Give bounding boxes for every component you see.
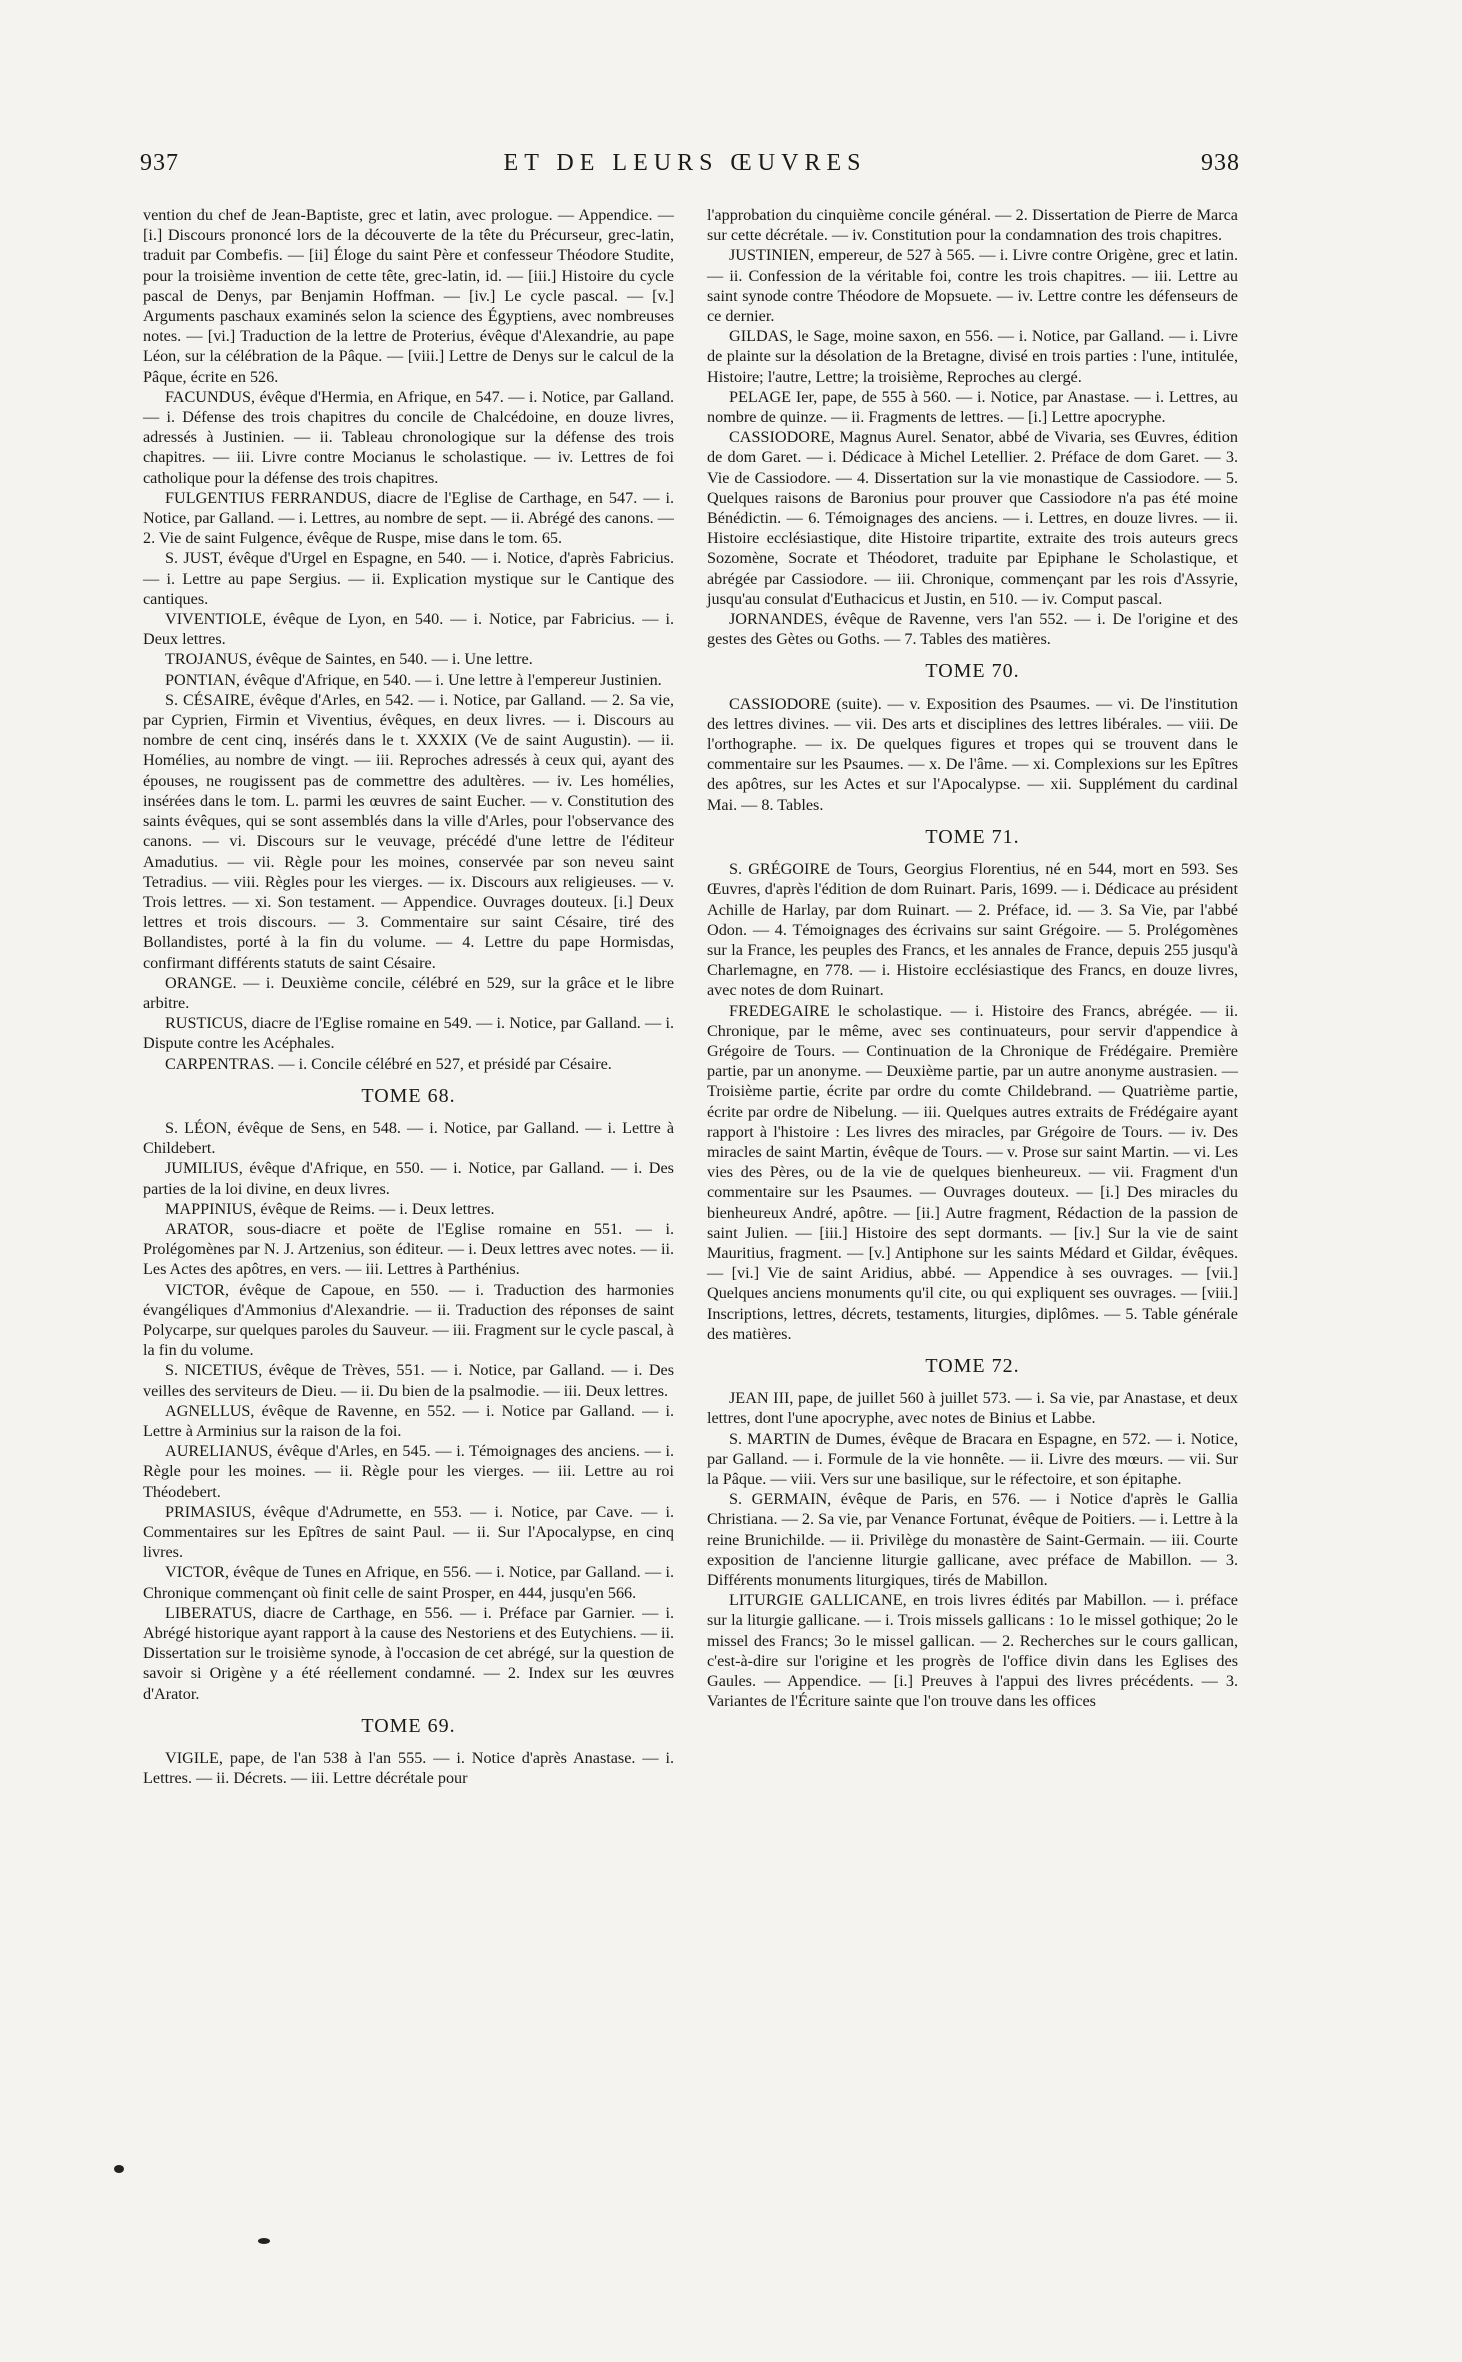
entry-paragraph: ORANGE. — i. Deuxième concile, célébré en 529, sur la grâce et le libre arbitre. (143, 973, 674, 1012)
entry-paragraph: FACUNDUS, évêque d'Hermia, en Afrique, en 547. — i. Notice, par Galland. — i. Défense des trois chapitres du concile de Chalcédoine, en douze livres, adressés à Justinien. — ii. Tableau chronologique sur la défense des trois chapitres. — iii. Livre contre Mocianus le scholastique. — iv. Lettres de foi catholique pour la défense des trois chapitres. (143, 387, 674, 487)
entry-paragraph: CASSIODORE, Magnus Aurel. Senator, abbé de Vivaria, ses Œuvres, édition de dom Garet. — i. Dédicace à Michel Letellier. 2. Préface de dom Garet. — 3. Vie de Cassiodore. — 4. Dissertation sur la vie monastique de Cassiodore. — 5. Quelques raisons de Baronius pour prouver que Cassiodore n'a pas été moine Bénédictin. — 6. Témoignages des anciens. — i. Lettres, en douze livres. — ii. Histoire ecclésiastique, dite Histoire tripartite, extraite des trois auteurs grecs Sozomène, Socrate et Théodoret, traduite par Epiphane le Scholastique, et abrégée par Cassiodore. — iii. Chronique, commençant par les rois d'Assyrie, jusqu'au consulat d'Euthacicus et Justin, en 510. — iv. Comput pascal. (707, 428, 1238, 608)
entry-paragraph: TROJANUS, évêque de Saintes, en 540. — i. Une lettre. (165, 650, 533, 669)
entry-paragraph: S. GERMAIN, évêque de Paris, en 576. — i Notice d'après le Gallia Christiana. — 2. Sa vie, par Venance Fortunat, évêque de Poitiers. — i. Lettre à la reine Brunichilde. — ii. Privilège du monastère de Saint-Germain. — iii. Courte exposition de l'ancienne liturgie gallicane, avec préface de Mabillon. — 3. Différents monuments liturgiques, tirés de Mabillon. (707, 1490, 1238, 1589)
entry-paragraph: vention du chef de Jean-Baptiste, grec et latin, avec prologue. — Appendice. — [i.] Discours prononcé lors de la découverte de la tête du Précurseur, grec-latin, traduit par Combefis. — [ii] Éloge du saint Père et confesseur Théodore Studite, pour la troisième invention de cette tête, grec-latin, id. — [iii.] Histoire du cycle pascal de Denys, par Benjamin Hoffman. — [iv.] Le cycle pascal. — [v.] Arguments paschaux examinés selon la science des Égyptiens, avec nombreuses notes. — [vi.] Traduction de la lettre de Proterius, évêque d'Alexandrie, au pape Léon, sur la célébration de la Pâque. — [viii.] Lettre de Denys sur le calcul de la Pâque, écrite en 526. (143, 206, 674, 386)
entry-paragraph: CASSIODORE (suite). — v. Exposition des Psaumes. — vi. De l'institution des lettres divines. — vii. Des arts et disciplines des lettres libérales. — viii. De l'orthographe. — ix. De quelques figures et tropes qui se trouvent dans le commentaire sur les Psaumes. — x. De l'âme. — xi. Complexions sur les Epîtres des apôtres, sur les Actes et sur l'Apocalypse. — xii. Supplément du cardinal Mai. — 8. Tables. (707, 694, 1238, 814)
entry-paragraph: FULGENTIUS FERRANDUS, diacre de l'Eglise de Carthage, en 547. — i. Notice, par Galland. — i. Lettres, au nombre de sept. — ii. Abrégé des canons. — 2. Vie de saint Fulgence, évêque de Ruspe, mise dans le tom. 65. (143, 488, 674, 548)
entry-paragraph: VICTOR, évêque de Capoue, en 550. — i. Traduction des harmonies évangéliques d'Ammonius d'Alexandrie. — ii. Traduction des réponses de saint Polycarpe, sur quelques paroles du Sauveur. — iii. Fragment sur le cycle pascal, à la fin du volume. (143, 1280, 674, 1360)
entry-paragraph: ARATOR, sous-diacre et poëte de l'Eglise romaine en 551. — i. Prolégomènes par N. J. Artzenius, son éditeur. — i. Deux lettres avec notes. — ii. Les Actes des apôtres, en vers. — iii. Lettres à Parthénius. (143, 1219, 674, 1279)
ink-smudge (258, 2238, 270, 2244)
entry-paragraph: JUSTINIEN, empereur, de 527 à 565. — i. Livre contre Origène, grec et latin. — ii. Confession de la véritable foi, contre les trois chapitres. — iii. Lettre au saint synode contre Théodore de Mopsuete. — iv. Lettre contre les défenseurs de ce dernier. (707, 246, 1238, 326)
entry-paragraph: JEAN III, pape, de juillet 560 à juillet 573. — i. Sa vie, par Anastase, et deux lettres, dont l'une apocryphe, avec notes de Binius et Labbe. (707, 1389, 1238, 1428)
left-column (143, 205, 674, 1788)
entry-paragraph: S. MARTIN de Dumes, évêque de Bracara en Espagne, en 572. — i. Notice, par Galland. — i. Formule de la vie honnête. — ii. Livre des mœurs. — vii. Sur la Pâque. — viii. Vers sur une basilique, sur le réfectoire, et son épitaphe. (707, 1429, 1238, 1488)
page-number-right: 938 (1201, 150, 1240, 176)
entry-paragraph: S. CÉSAIRE, évêque d'Arles, en 542. — i. Notice, par Galland. — 2. Sa vie, par Cyprien, Firmin et Viventius, évêques, en deux livres. — i. Discours au nombre de cent cinq, insérés dans le t. XXXIX (Ve de saint Augustin). — ii. Homélies, au nombre de vingt. — iii. Reproches adressés à ceux qui, ayant des épouses, ne rougissent pas de commettre des adultères. — iv. Les homélies, insérées dans le tom. L. parmi les œuvres de saint Eucher. — v. Constitution des saints évêques, qui se sont assemblés dans la ville d'Arles, pour l'observance des canons. — vi. Discours sur le veuvage, précédé d'une lettre de l'éditeur Amadutius. — vii. Règle pour les moines, conservée par son neveu saint Tetradius. — viii. Règles pour les vierges. — ix. Discours aux religieuses. — v. Trois lettres. — xi. Son testament. — Appendice. Ouvrages douteux. [i.] Deux lettres et trois discours. — 3. Commentaire sur saint Césaire, tiré des Bollandistes, porté à la fin du volume. — 4. Lettre du pape Hormisdas, confirmant différents statuts de saint Césaire. (143, 690, 674, 972)
entry-paragraph: CARPENTRAS. — i. Concile célébré en 527, et présidé par Césaire. (165, 1054, 612, 1073)
entry-paragraph: LIBERATUS, diacre de Carthage, en 556. — i. Préface par Garnier. — i. Abrégé historique ayant rapport à la cause des Nestoriens et des Eutychiens. — ii. Dissertation sur le troisième synode, à l'occasion de cet abrégé, sur la question de savoir si Origène y a été réellement condamné. — 2. Index sur les œuvres d'Arator. (143, 1603, 674, 1703)
entry-paragraph: AURELIANUS, évêque d'Arles, en 545. — i. Témoignages des anciens. — i. Règle pour les moines. — ii. Règle pour les vierges. — iii. Lettre au roi Théodebert. (143, 1442, 674, 1501)
entry-paragraph: JUMILIUS, évêque d'Afrique, en 550. — i. Notice, par Galland. — i. Des parties de la loi divine, en deux livres. (143, 1159, 674, 1198)
tome-heading: TOME 68. (361, 1084, 456, 1107)
entry-paragraph: AGNELLUS, évêque de Ravenne, en 552. — i. Notice par Galland. — i. Lettre à Arminius sur la raison de la foi. (143, 1401, 674, 1440)
page-header (130, 150, 1240, 194)
entry-paragraph: MAPPINIUS, évêque de Reims. — i. Deux lettres. (165, 1199, 495, 1218)
entry-paragraph: l'approbation du cinquième concile général. — 2. Dissertation de Pierre de Marca sur cette décrétale. — iv. Constitution pour la condamnation des trois chapitres. (707, 206, 1238, 245)
running-title: ET DE LEURS ŒUVRES (503, 150, 867, 176)
tome-heading: TOME 72. (925, 1354, 1020, 1377)
right-column (707, 205, 1238, 1711)
entry-paragraph: FREDEGAIRE le scholastique. — i. Histoire des Francs, abrégée. — ii. Chronique, par le même, avec ses continuateurs, pour servir d'appendice à Grégoire de Tours. — Continuation de la Chronique de Frédégaire. Première partie, par un anonyme. — Deuxième partie, par un autre anonyme austrasien. — Troisième partie, écrite par ordre du comte Childebrand. — Quatrième partie, écrite par ordre de Nibelung. — iii. Quelques autres extraits de Frédégaire ayant rapport à l'histoire : Les livres des miracles, par Grégoire de Tours. — iv. Des miracles de saint Martin, évêque de Tours. — v. Prose sur saint Martin. — vi. Les vies des Pères, ou de la vie de quelques bienheureux. — vii. Fragment d'un commentaire sur les Psaumes. — Ouvrages douteux. — [i.] Des miracles du bienheureux André, apôtre. — [ii.] Autre fragment, Rédaction de la passion de saint Julien. — [iii.] Histoire des sept dormants. — [iv.] Sur la vie de saint Mauritius, fragment. — [v.] Antiphone sur les saints Médard et Gildar, évêques. — [vi.] Vie de saint Aridius, abbé. — Appendice à ses ouvrages. — [vii.] Quelques anciens monuments qu'il cite, ou qui expliquent ses ouvrages. — [viii.] Inscriptions, lettres, décrets, testaments, liturgies, diplômes. — 5. Table générale des matières. (707, 1001, 1238, 1343)
entry-paragraph: VIVENTIOLE, évêque de Lyon, en 540. — i. Notice, par Fabricius. — i. Deux lettres. (143, 610, 674, 649)
entry-paragraph: GILDAS, le Sage, moine saxon, en 556. — i. Notice, par Galland. — i. Livre de plainte sur la désolation de la Bretagne, divisé en trois parties : l'une, intitulée, Histoire; l'autre, Lettre; la troisième, Reproches au clergé. (707, 327, 1238, 386)
entry-paragraph: RUSTICUS, diacre de l'Eglise romaine en 549. — i. Notice, par Galland. — i. Dispute contre les Acéphales. (143, 1014, 674, 1053)
entry-paragraph: S. NICETIUS, évêque de Trèves, 551. — i. Notice, par Galland. — i. Des veilles des serviteurs de Dieu. — ii. Du bien de la psalmodie. — iii. Deux lettres. (143, 1361, 674, 1400)
entry-paragraph: PRIMASIUS, évêque d'Adrumette, en 553. — i. Notice, par Cave. — i. Commentaires sur les Epîtres de saint Paul. — ii. Sur l'Apocalypse, en cinq livres. (143, 1502, 674, 1562)
ink-smudge (114, 2165, 124, 2173)
page-number-left: 937 (140, 150, 179, 176)
tome-heading: TOME 69. (361, 1714, 456, 1737)
tome-heading: TOME 71. (925, 825, 1020, 848)
entry-paragraph: S. JUST, évêque d'Urgel en Espagne, en 540. — i. Notice, d'après Fabricius. — i. Lettre au pape Sergius. — ii. Explication mystique sur le Cantique des cantiques. (143, 549, 674, 608)
tome-heading: TOME 70. (925, 660, 1020, 683)
entry-paragraph: VIGILE, pape, de l'an 538 à l'an 555. — i. Notice d'après Anastase. — i. Lettres. — ii. Décrets. — iii. Lettre décrétale pour (143, 1749, 674, 1788)
entry-paragraph: PONTIAN, évêque d'Afrique, en 540. — i. Une lettre à l'empereur Justinien. (165, 670, 662, 689)
entry-paragraph: S. LÉON, évêque de Sens, en 548. — i. Notice, par Galland. — i. Lettre à Childebert. (143, 1118, 674, 1158)
entry-paragraph: VICTOR, évêque de Tunes en Afrique, en 556. — i. Notice, par Galland. — i. Chronique commençant où finit celle de saint Prosper, en 444, jusqu'en 566. (143, 1563, 674, 1602)
entry-paragraph: S. GRÉGOIRE de Tours, Georgius Florentius, né en 544, mort en 593. Ses Œuvres, d'après l'édition de dom Ruinart. Paris, 1699. — i. Dédicace au président Achille de Harlay, par dom Ruinart. — 2. Préface, id. — 3. Sa Vie, par l'abbé Odon. — 4. Témoignages des écrivains sur saint Grégoire. — 5. Prolégomènes sur la France, les peuples des Francs, et les annales de France, depuis 255 jusqu'à Charlemagne, en 778. — i. Histoire ecclésiastique des Francs, en douze livres, avec notes de dom Ruinart. (707, 860, 1238, 1000)
entry-paragraph: PELAGE Ier, pape, de 555 à 560. — i. Notice, par Anastase. — i. Lettres, au nombre de quinze. — ii. Fragments de lettres. — [i.] Lettre apocryphe. (707, 387, 1238, 427)
entry-paragraph: LITURGIE GALLICANE, en trois livres édités par Mabillon. — i. préface sur la liturgie gallicane. — i. Trois missels gallicans : 1o le missel gothique; 2o le missel des Francs; 3o le missel gallican. — 2. Recherches sur le cours gallican, c'est-à-dire sur l'origine et les progrès de l'office divin dans les Eglises des Gaules. — Appendice. — [i.] Preuves à l'appui des livres précédents. — 3. Variantes de l'Écriture sainte que l'on trouve dans les offices (707, 1591, 1238, 1711)
entry-paragraph: JORNANDES, évêque de Ravenne, vers l'an 552. — i. De l'origine et des gestes des Gètes ou Goths. — 7. Tables des matières. (707, 610, 1238, 649)
